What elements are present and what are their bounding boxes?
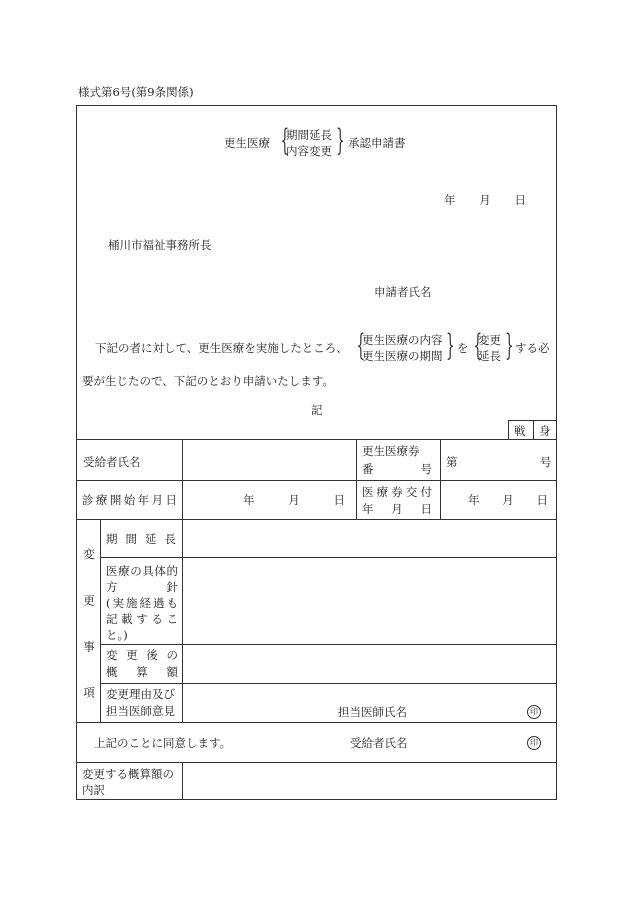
ki-label: 記 xyxy=(311,403,323,417)
col-line-mid-2 xyxy=(440,439,441,519)
issue-date-day: 日 xyxy=(536,493,548,507)
estimate-label-2: 概算額 xyxy=(106,665,178,679)
start-date-month: 月 xyxy=(288,493,300,507)
body-option-a1: 更生医療の内容 xyxy=(362,333,443,347)
breakdown-label-2: 内訳 xyxy=(82,783,105,797)
cert-no-dai: 第 xyxy=(446,455,458,469)
recipient-sign-label: 受給者氏名 xyxy=(350,736,408,750)
consent-text: 上記のことに同意します。 xyxy=(94,736,232,750)
date-line xyxy=(444,192,526,208)
row-line-5 xyxy=(100,644,557,645)
body-line1-c: する必 xyxy=(515,341,550,355)
recipient-name-label: 受給者氏名 xyxy=(83,455,141,469)
issue-date-year: 年 xyxy=(468,493,480,507)
date-year: 年 xyxy=(444,193,456,207)
period-extension-label: 期間延長 xyxy=(106,532,176,546)
col-line-mid-1 xyxy=(356,439,357,519)
cert-no-label-1: 更生医療券 xyxy=(362,444,420,458)
body-brace-a-right: } xyxy=(446,328,455,363)
reason-label-1: 変更理由及び xyxy=(106,687,175,701)
body-brace-b-right: } xyxy=(505,328,514,363)
col-line-main-b xyxy=(182,519,183,722)
body-option-b1: 変更 xyxy=(478,333,501,347)
applicant-label: 申請者氏名 xyxy=(374,285,432,299)
date-day: 日 xyxy=(514,193,526,207)
issue-date-month: 月 xyxy=(502,493,514,507)
form-number: 様式第6号(第9条関係) xyxy=(78,85,194,99)
row-line-8 xyxy=(76,762,557,763)
title-brace-right: } xyxy=(336,123,345,158)
stamp-cell-2: 身 xyxy=(539,424,551,438)
row-line-1 xyxy=(76,439,557,440)
row-line-4 xyxy=(100,557,557,558)
date-month: 月 xyxy=(479,193,491,207)
doctor-name-label: 担当医師氏名 xyxy=(338,705,407,719)
cert-no-label-2: 番号 xyxy=(362,462,432,476)
recipient-seal-icon: 印 xyxy=(527,736,541,750)
row-line-7 xyxy=(76,722,557,723)
row-line-3 xyxy=(76,519,557,520)
doctor-seal-icon: 印 xyxy=(527,705,541,719)
addressee: 桶川市福祉事務所長 xyxy=(108,238,212,252)
issue-date-label-1: 医療券交付 xyxy=(362,485,432,499)
body-brace-a-left: { xyxy=(356,328,366,363)
issue-date-value[interactable] xyxy=(468,492,548,508)
body-line1-a: 下記の者に対して、更生医療を実施したところ、 xyxy=(95,341,348,355)
cert-no-go: 号 xyxy=(540,455,552,469)
title-brace-left: { xyxy=(280,123,290,158)
body-option-b2: 延長 xyxy=(478,349,501,363)
title-prefix: 更生医療 xyxy=(224,136,270,150)
estimate-label-1: 変更後の xyxy=(106,648,178,662)
stamp-box-mid xyxy=(533,420,534,439)
col-line-change xyxy=(100,519,101,722)
stamp-cell-1: 戦 xyxy=(514,424,526,438)
col-line-main-c xyxy=(182,762,183,800)
start-date-year: 年 xyxy=(243,493,255,507)
start-date-label: 診療開始年月日 xyxy=(82,493,177,507)
change-items-label: 変更事項 xyxy=(82,548,96,698)
row-line-2 xyxy=(76,480,557,481)
title-option-1: 期間延長 xyxy=(286,128,332,142)
reason-label-2: 担当医師意見 xyxy=(106,704,175,718)
body-line1-b: を xyxy=(457,341,469,355)
issue-date-label-2: 年月日 xyxy=(362,502,432,516)
stamp-box-left xyxy=(508,420,509,439)
body-brace-b-left: { xyxy=(473,328,483,363)
start-date-value[interactable] xyxy=(243,492,345,508)
title-suffix: 承認申請書 xyxy=(348,136,406,150)
title-option-2: 内容変更 xyxy=(286,144,332,158)
body-option-a2: 更生医療の期間 xyxy=(362,349,443,363)
breakdown-label-1: 変更する概算額の xyxy=(82,767,174,781)
row-line-6 xyxy=(100,683,557,684)
col-line-main-a xyxy=(182,439,183,519)
body-line2: 要が生じたので、下記のとおり申請いたします。 xyxy=(82,374,334,388)
start-date-day: 日 xyxy=(333,493,345,507)
